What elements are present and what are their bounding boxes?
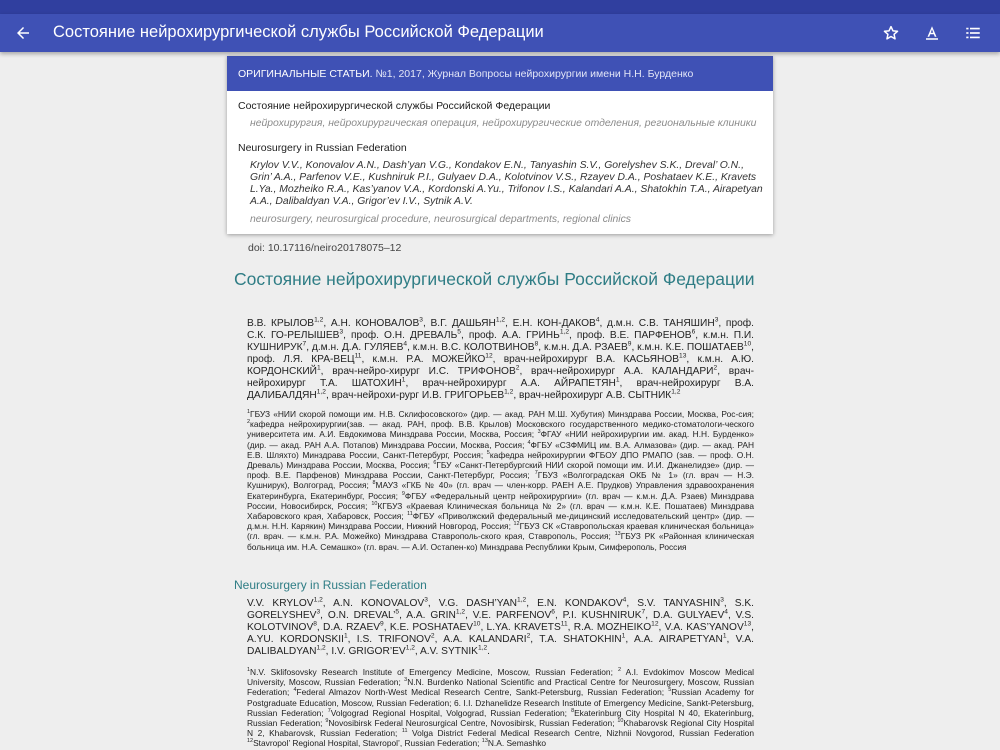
title-ru: Состояние нейрохирургической службы Российской Федерации: [238, 100, 551, 112]
keywords-en: neurosurgery, neurosurgical procedure, neurosurgical departments, regional clinics: [250, 214, 631, 225]
card-header: [227, 56, 773, 91]
doi-link[interactable]: doi: 10.17116/neiro20178075–12: [248, 242, 402, 254]
arrow-back-icon: [14, 24, 32, 42]
authors-en-full: V.V. KRYLOV$^{1,2}$, A.N. KONOVALOV$^3$, V.G. DASH’YAN$^{1,2}$, E.N. KONDAKOV$^4$, S.V. TANYASHIN$^3$, S.K. GORELYSHEV$^3$, O.N. DREVAL’$^5$, A.A. GRIN$^{1,2}$, V.E. PARFENOV$^6$, P.I. KUSHNIRUK$^7$, D.A. GULYAEV$^4$, V.S. KOLOTVINOV$^8$, D.A. RZAEV$^9$, K.E. POSHATAEV$^{10}$, L.YA. KRAVETS$^{11}$, R.A. MOZHEIKO$^{12}$, V.A. KAS’YANOV$^{13}$, A.YU. KORDONSKII$^1$, I.S. TRIFONOV$^2$, A.A. KALANDARI$^2$, T.A. SHATOKHIN$^1$, A.A. AIRAPETYAN$^1$, V.A. DALIBALDYAN$^{1,2}$, I.V. GRIGOR’EV$^{1,2}$, A.V. SYTNIK$^{1,2}$.: [247, 596, 754, 657]
article-summary-card: [227, 56, 773, 234]
affiliations-ru: $^1$ГБУЗ «НИИ скорой помощи им. Н.В. Склифосовского» (дир. — акад. РАН М.Ш. Хубутия) Минздрава России, Москва, Рос-сия; $^2$кафедра нейрохирургии(зав. — акад. РАН, проф. В.В. Крылов) Московского государственного медико-стоматологи-ческого университета им. А.И. Евдокимова Минздрава России, Москва, Россия; $^3$ФГАУ «НИИ нейрохирургии им. акад. Н.Н. Бурденко» (дир. — акад. РАН А.А. Потапов) Минздрава России, Москва, Россия; $^4$ФГБУ «СЗФМИЦ им. В.А. Алмазова» (дир. — акад. РАН Е.В. Шляхто) Минздрава России, Санкт-Петербург, Россия; $^5$кафедра нейрохирургии ФГБОУ ДПО РМАПО (зав. — проф. О.Н. Древаль) Минздрава России, Москва, Россия; $^6$ГБУ «Санкт-Петербургский НИИ скорой помощи им. И.И. Джанелидзе» (дир. — проф. В.Е. Парфенов) Минздрава России, Санкт-Петербург, Россия; $^7$ГБУЗ «Волгоградская ОКБ № 1» (гл. врач — Н.Э. Кушнирук), Волгоград, Россия; $^8$МАУЗ «ГКБ № 40» (гл. врач — член-корр. РАЕН А.Е. Прудков) Управления здравоохранения Екатеринбурга, Екатеринбург, Россия; $^9$ФГБУ «Федеральный центр нейрохирургии» (гл. врач — к.м.н. Д.А. Рзаев) Минздрава России, Новосибирск, Россия; $^{10}$КГБУЗ «Краевая Клиническая больница № 2» (гл. врач — к.м.н. К.Е. Пошатаев) Минздрава Хабаровского края, Хабаровск, Россия; $^{11}$ФГБУ «Приволжский федеральный ме-дицинский исследовательский центр» (дир. — д.м.н. Н.Н. Карякин) Минздрава России, Нижний Новгород, Россия; $^{12}$ГБУЗ СК «Ставропольская краевая клиническая больница» (гл. врач. — к.м.н. Р.А. Можейко) Минздрава Ставрополь-ского края, Ставрополь, Россия; $^{13}$ГБУЗ РК «Районная клиническая больница им. Н.А. Семашко» (гл. врач. — А.И. Остапен-ко) Минздрава Республики Крым, Симферополь, Россия: [247, 409, 755, 552]
authors-en: Krylov V.V., Konovalov A.N., Dash’yan V.G., Kondakov E.N., Tanyashin S.V., Gorelyshev S.K., Dreval’ O.N., Grin’ A.A., Parfenov V.E., Kushniruk P.I., Gulyaev D.A., Kolotvinov V.S., Rzayev D.A., Poshataev K.E., Kravets L.Ya., Mozheiko R.A., Kas’yanov V.A., Kordonski A.Yu., Trifonov I.S., Kalandari A.A., Shatokhin T.A., Airapetyan A.A., Dalibaldyan V.A., Grigor’ev I.V., Sytnik A.V.: [250, 160, 763, 207]
star-outline-icon: [882, 24, 900, 42]
affiliations-en: $^1$N.V. Sklifosovsky Research Institute of Emergency Medicine, Moscow, Russian Federation; $^2$ A.I. Evdokimov Moscow Medical University, Moscow, Russian Federation; $^3$N.N. Burdenko National Scientific and Practical Centre for Neurosurgery, Moscow, Russian Federation; $^4$Federal Almazov North-West Medical Research Centre, Sankt-Petersburg, Russian Federation; $^5$Russian Academy for Postgraduate Education, Moscow, Russian Federation; 6. I.I. Dzhanelidze Research Institute of Emergency Medicine, Sankt-Petersburg, Russian Federation; $^7$Volgograd Regional Hospital, Volgograd, Russian Federation; $^8$Ekaterinburg City Hospital N 40, Ekaterinburg, Russian Federation; $^9$Novosibirsk Federal Neurosurgical Centre, Novosibirsk, Russian Federation; $^{10}$Khabarovsk Regional City Hospital N 2, Khabarovsk, Russian Federation; $^{11}$ Volga District Federal Medical Research Centre, Nizhnii Novgorod, Russian Federation $^{12}$Stavropol’ Regional Hospital, Stavropol’, Russian Federation; $^{13}$N.A. Semashko: [247, 667, 754, 749]
app-toolbar: [0, 14, 1000, 52]
status-bar: [0, 0, 1000, 14]
title-en: Neurosurgery in Russian Federation: [238, 142, 407, 154]
article-heading-ru: Состояние нейрохирургической службы Российской Федерации: [234, 269, 755, 289]
back-button[interactable]: [10, 21, 36, 45]
bookmark-button[interactable]: [878, 21, 904, 45]
contents-button[interactable]: [960, 21, 986, 45]
article-heading-en: Neurosurgery in Russian Federation: [234, 578, 427, 592]
authors-ru: В.В. КРЫЛОВ$^{1,2}$, А.Н. КОНОВАЛОВ$^3$, В.Г. ДАШЬЯН$^{1,2}$, Е.Н. КОН-ДАКОВ$^4$, д.м.н. С.В. ТАНЯШИН$^3$, проф. С.К. ГО-РЕЛЫШЕВ$^3$, проф. О.Н. ДРЕВАЛЬ$^5$, проф. А.А. ГРИНЬ$^{1,2}$, проф. В.Е. ПАРФЕНОВ$^6$, к.м.н. П.И. КУШНИРУК$^7$, д.м.н. Д.А. ГУЛЯЕВ$^4$, к.м.н. В.С. КОЛОТВИНОВ$^8$, к.м.н. Д.А. РЗАЕВ$^9$, к.м.н. К.Е. ПОШАТАЕВ$^{10}$, проф. Л.Я. КРА-ВЕЦ$^{11}$, к.м.н. Р.А. МОЖЕЙКО$^{12}$, врач-нейрохирург В.А. КАСЬЯНОВ$^{13}$, к.м.н. А.Ю. КОРДОНСКИЙ$^1$, врач-нейро-хирург И.С. ТРИФОНОВ$^2$, врач-нейрохирург А.А. КАЛАНДАРИ$^2$, врач-нейрохирург Т.А. ШАТОХИН$^1$, врач-нейрохирург А.А. АЙРАПЕТЯН$^1$, врач-нейрохирург В.А. ДАЛИБАЛДЯН$^{1,2}$, врач-нейрохи-рург И.В. ГРИГОРЬЕВ$^{1,2}$, врач-нейрохирург А.В. СЫТНИК$^{1,2}$: [247, 316, 754, 401]
text-format-button[interactable]: [919, 21, 945, 45]
journal-source: №1, 2017, Журнал Вопросы нейрохирургии имени Н.Н. Бурденко: [375, 68, 694, 80]
text-format-icon: [923, 24, 941, 42]
keywords-ru: нейрохирургия, нейрохирургическая операция, нейрохирургические отделения, региональные клиники: [250, 118, 757, 129]
list-icon: [964, 24, 982, 42]
toolbar-title: Состояние нейрохирургической службы Российской Федерации: [53, 23, 544, 41]
section-label: ОРИГИНАЛЬНЫЕ СТАТЬИ.: [238, 68, 373, 80]
